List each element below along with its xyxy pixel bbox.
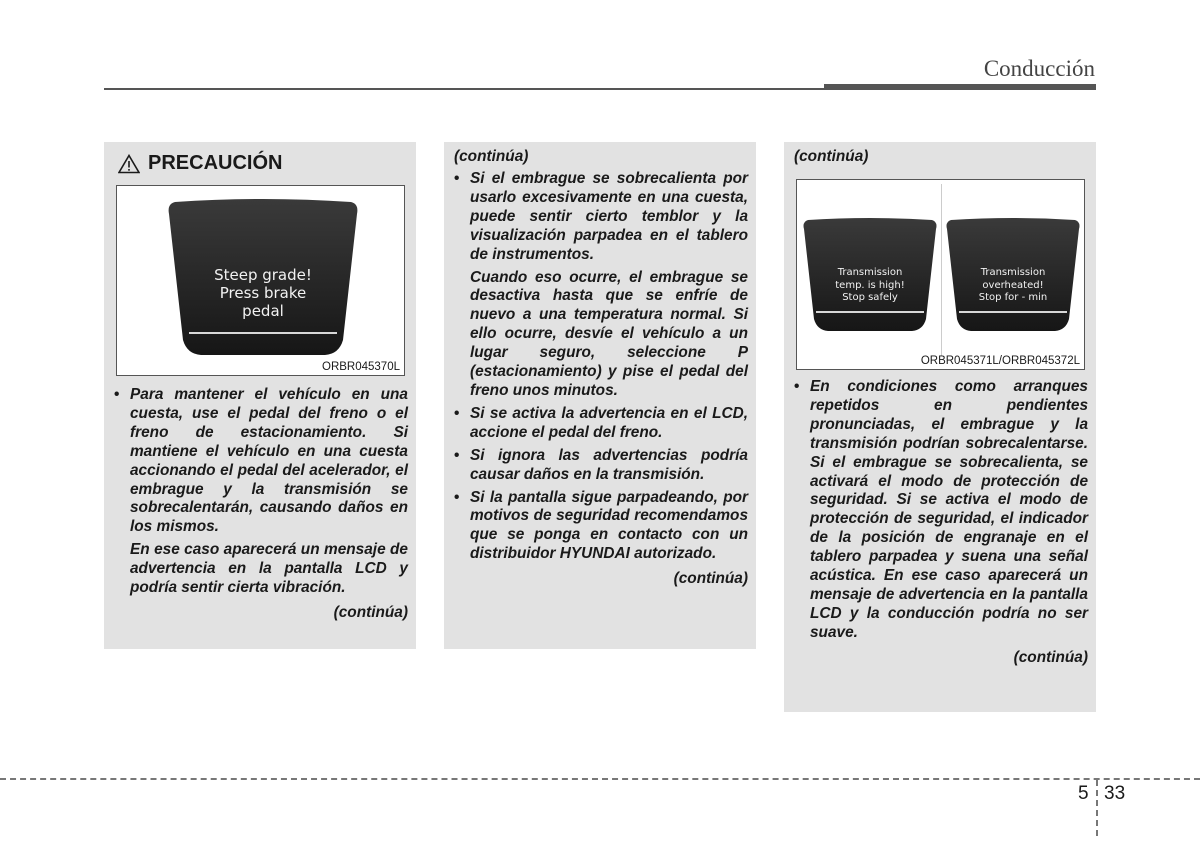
lcd-screen-right <box>945 217 1081 333</box>
caution-title: PRECAUCIÓN <box>148 152 283 174</box>
page-header-title: Conducción <box>983 56 1095 81</box>
paragraph: En ese caso aparecerá un mensaje de advertencia en la pantalla LCD y podría sentir cierta vibración. <box>130 541 408 597</box>
lcd-divider <box>959 311 1067 313</box>
caution-panel-1 <box>104 142 416 649</box>
caution-panel-3 <box>784 142 1096 712</box>
list-item: • Si el embrague se sobrecalienta por usarlo excesivamente en una cuesta, puede sentir cierto temblor y la visualización parpadea en el tablero de instrumentos. <box>454 170 748 263</box>
cluster-image-steep-grade <box>116 185 405 376</box>
lcd-message: Transmission overheated! Stop for - min <box>978 267 1048 303</box>
caution-heading <box>118 152 282 175</box>
caution-text <box>454 170 748 589</box>
warning-triangle-icon <box>118 154 140 174</box>
list-item: • Si se activa la advertencia en el LCD, accione el pedal del freno. <box>454 404 748 441</box>
continued-label: (continúa) <box>794 148 869 165</box>
lcd-message: Steep grade! Press brake pedal <box>214 266 312 320</box>
list-item: • Si la pantalla sigue parpadeando, por motivos de seguridad recomendamos que se ponga en contacto con un distribuidor HYUNDAI autorizado. <box>454 488 748 563</box>
continues-label: (continúa) <box>333 603 408 621</box>
image-code: ORBR045371L/ORBR045372L <box>920 355 1080 367</box>
continued-label: (continúa) <box>454 148 529 165</box>
lcd-divider <box>816 311 924 313</box>
chapter-number: 5 <box>1078 783 1089 804</box>
footer-divider <box>1096 780 1098 836</box>
image-code: ORBR045370L <box>322 361 400 373</box>
lcd-message: Transmission temp. is high! Stop safely <box>835 267 905 303</box>
list-item: • Para mantener el vehículo en una cuesta, use el pedal del freno o el freno de estacionamiento. Si mantiene el vehículo en una cuesta accionando el pedal del acelerador, el embrague y la transmisión se sobrecalentarán, causando daños en los mismos. <box>114 386 408 536</box>
lcd-screen <box>167 198 359 358</box>
image-divider <box>941 184 942 356</box>
paragraph: Cuando eso ocurre, el embrague se desactiva hasta que se enfríe de nuevo a una temperatura normal. Si ello ocurre, desvíe el vehículo a un lugar seguro, seleccione P (estacionamiento) y pise el pedal del freno unos minutos. <box>470 268 748 399</box>
lcd-divider <box>189 332 337 334</box>
cluster-image-overheat <box>796 179 1085 370</box>
lcd-screen-left <box>802 217 938 333</box>
footer-rule <box>0 778 1200 780</box>
page-number: 33 <box>1104 783 1126 804</box>
caution-panel-2 <box>444 142 756 649</box>
header-rule <box>104 88 824 90</box>
list-item: • Si ignora las advertencias podría causar daños en la transmisión. <box>454 446 748 483</box>
caution-text <box>794 378 1088 668</box>
continues-label: (continúa) <box>1013 648 1088 666</box>
caution-text <box>114 386 408 623</box>
header-rule-accent <box>824 84 1096 90</box>
continues-label: (continúa) <box>673 570 748 588</box>
list-item: • En condiciones como arranques repetidos en pendientes pronunciadas, el embrague y la transmisión podrían sobrecalentarse. Si el embrague se sobrecalienta, se activará el modo de protección de seguridad. Si se activa el modo de protección de seguridad, el indicador de la posición de engranaje en el tablero parpadea y suena una señal acústica. En ese caso aparecerá un mensaje de advertencia en la pantalla LCD y la conducción podría no ser suave. <box>794 378 1088 641</box>
